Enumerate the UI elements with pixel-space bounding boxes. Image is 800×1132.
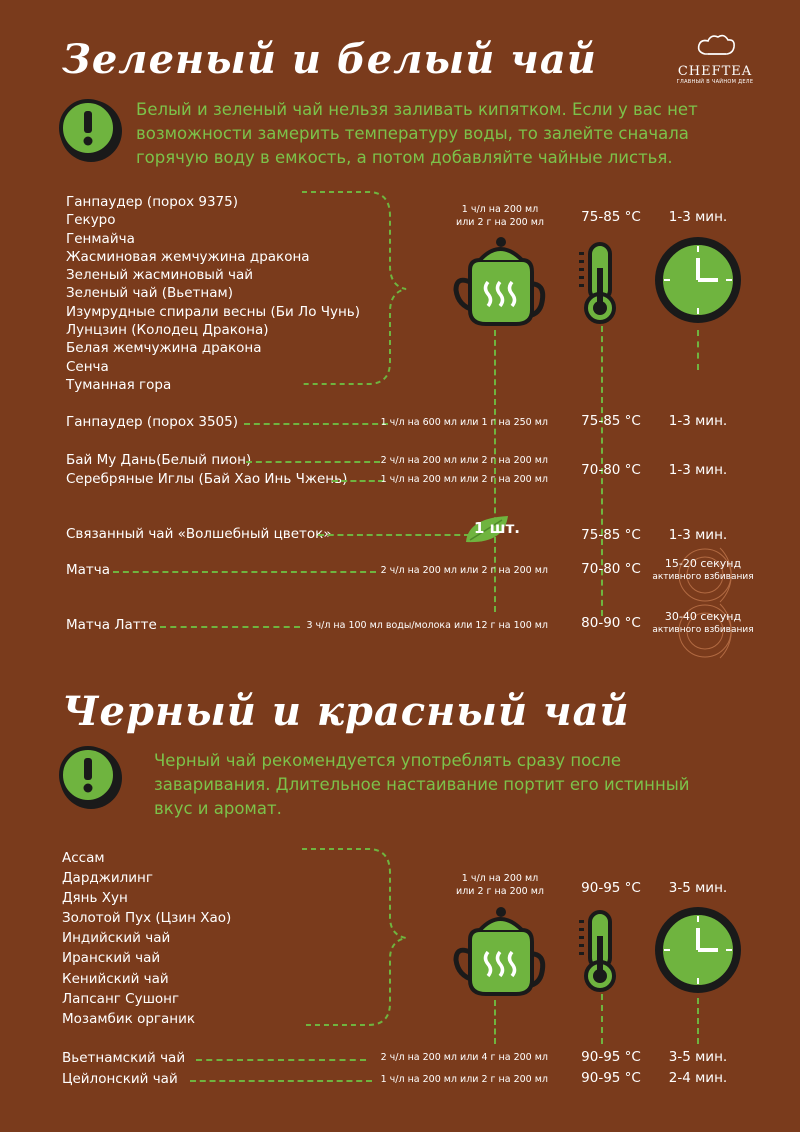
list-item: Жасминовая жемчужина дракона xyxy=(66,248,310,265)
list-item: Генмайча xyxy=(66,230,135,247)
tea-row-temp: 70-80 °C xyxy=(581,462,641,478)
tea-row-time: 2-4 мин. xyxy=(668,1070,728,1086)
group-bracket xyxy=(298,843,418,1033)
black-tea-list xyxy=(62,848,231,1029)
list-item: Гекуро xyxy=(66,212,116,229)
chef-hat-icon xyxy=(655,32,775,60)
row-leader xyxy=(196,1059,366,1061)
tea-row-name: Серебряные Иглы (Бай Хао Инь Чжень) xyxy=(66,471,348,487)
group-bracket xyxy=(298,186,418,391)
tea-row-dose: 2 ч/л на 200 мл или 4 г на 200 мл xyxy=(380,1052,548,1063)
exclamation-icon xyxy=(55,95,125,169)
tea-row-dose: 1 ч/л на 200 мл или 2 г на 200 мл xyxy=(380,474,548,485)
green-group-dose: 1 ч/л на 200 мл или 2 г на 200 мл xyxy=(456,204,544,228)
green-section-title: Зеленый и белый чай xyxy=(62,36,597,83)
brand-tagline: ГЛАВНЫЙ В ЧАЙНОМ ДЕЛЕ xyxy=(676,79,754,85)
list-item: Золотой Пух (Цзин Хао) xyxy=(62,910,232,927)
row-leader xyxy=(318,534,470,536)
list-item: Изумрудные спирали весны (Би Ло Чунь) xyxy=(66,303,361,320)
list-item: Дарджилинг xyxy=(62,870,153,887)
tea-row-dose: 3 ч/л на 100 мл воды/молока или 12 г на 100 мл xyxy=(306,620,548,631)
list-item: Ассам xyxy=(62,850,105,866)
tea-row-name: Ганпаудер (порох 3505) xyxy=(66,414,239,430)
tea-row-time: 1-3 мин. xyxy=(668,462,728,478)
black-group-time: 3-5 мин. xyxy=(668,880,728,896)
list-item: Зеленый чай (Вьетнам) xyxy=(66,285,233,302)
row-leader xyxy=(244,423,388,425)
list-item: Мозамбик органик xyxy=(62,1010,196,1027)
tea-row-name: Бай Му Дань(Белый пион) xyxy=(66,452,252,468)
black-section-title: Черный и красный чай xyxy=(62,688,630,735)
tea-row-temp: 75-85 °C xyxy=(581,413,641,429)
clock-icon xyxy=(652,234,744,326)
list-item: Зеленый жасминовый чай xyxy=(66,267,254,284)
green-group-time: 1-3 мин. xyxy=(668,209,728,225)
green-group-temp: 75-85 °C xyxy=(581,209,641,225)
tea-row-temp: 70-80 °C xyxy=(581,561,641,577)
list-item: Ганпаудер (порох 9375) xyxy=(66,194,239,210)
tea-row-time: 30-40 секунд активного взбивания xyxy=(652,610,754,635)
tea-row-time: 15-20 секунд активного взбивания xyxy=(652,557,754,582)
tea-row-dose: 1 ч/л на 200 мл или 2 г на 200 мл xyxy=(380,1074,548,1085)
dose-column-line xyxy=(494,1000,496,1044)
list-item: Лунцзин (Колодец Дракона) xyxy=(66,322,269,339)
brand-logo xyxy=(655,32,775,85)
teapot-icon xyxy=(450,902,550,1002)
tea-row-name: Матча xyxy=(66,562,111,578)
black-section-note: Черный чай рекомендуется употреблять сразу после заваривания. Длительное настаивание портит его истинный вкус и аромат. xyxy=(154,751,690,818)
row-leader xyxy=(190,1080,372,1082)
tea-row-dose: 2 ч/л на 200 мл или 2 г на 200 мл xyxy=(380,565,548,576)
temp-column-line xyxy=(601,994,603,1044)
thermometer-icon xyxy=(574,908,624,994)
list-item: Иранский чай xyxy=(62,950,161,967)
tea-row-name: Цейлонский чай xyxy=(62,1071,178,1087)
list-item: Лапсанг Сушонг xyxy=(62,990,180,1007)
row-leader xyxy=(160,626,300,628)
tea-row-name: Матча Латте xyxy=(66,617,157,633)
brand-name: CHEFTEA xyxy=(677,64,753,79)
teapot-icon xyxy=(450,232,550,332)
green-section-note: Белый и зеленый чай нельзя заливать кипятком. Если у вас нет возможности замерить температуру воды, то залейте сначала горячую воду в емкость, а потом добавляйте чайные листья. xyxy=(136,100,698,167)
list-item: Сенча xyxy=(66,358,109,375)
list-item: Дянь Хун xyxy=(62,890,128,907)
tea-row-temp: 90-95 °C xyxy=(581,1049,641,1065)
tea-row-dose: 2 ч/л на 200 мл или 2 г на 200 мл xyxy=(380,455,548,466)
tea-row-temp: 80-90 °C xyxy=(581,615,641,631)
time-column-line xyxy=(697,330,699,370)
row-leader xyxy=(246,461,380,463)
black-group-dose: 1 ч/л на 200 мл или 2 г на 200 мл xyxy=(456,873,544,897)
row-leader xyxy=(113,571,376,573)
thermometer-icon xyxy=(574,240,624,326)
clock-icon xyxy=(652,904,744,996)
tea-row-dose: 1 ч/л на 600 мл или 1 г на 250 мл xyxy=(380,417,548,428)
tea-row-time: 1-3 мин. xyxy=(668,413,728,429)
tea-row-temp: 90-95 °C xyxy=(581,1070,641,1086)
exclamation-icon xyxy=(55,742,125,816)
list-item: Индийский чай xyxy=(62,930,171,947)
black-group-temp: 90-95 °C xyxy=(581,880,641,896)
list-item: Туманная гора xyxy=(66,376,172,393)
tea-row-time: 1-3 мин. xyxy=(668,527,728,543)
row-leader xyxy=(332,480,384,482)
list-item: Кенийский чай xyxy=(62,970,169,987)
tea-row-name: Вьетнамский чай xyxy=(62,1050,186,1066)
tea-row-time: 3-5 мин. xyxy=(668,1049,728,1065)
time-column-line xyxy=(697,998,699,1044)
tea-row-dose: 1 шт. xyxy=(474,519,520,537)
tea-row-name: Связанный чай «Волшебный цветок» xyxy=(66,526,332,542)
list-item: Белая жемчужина дракона xyxy=(66,340,262,357)
tea-row-temp: 75-85 °C xyxy=(581,527,641,543)
